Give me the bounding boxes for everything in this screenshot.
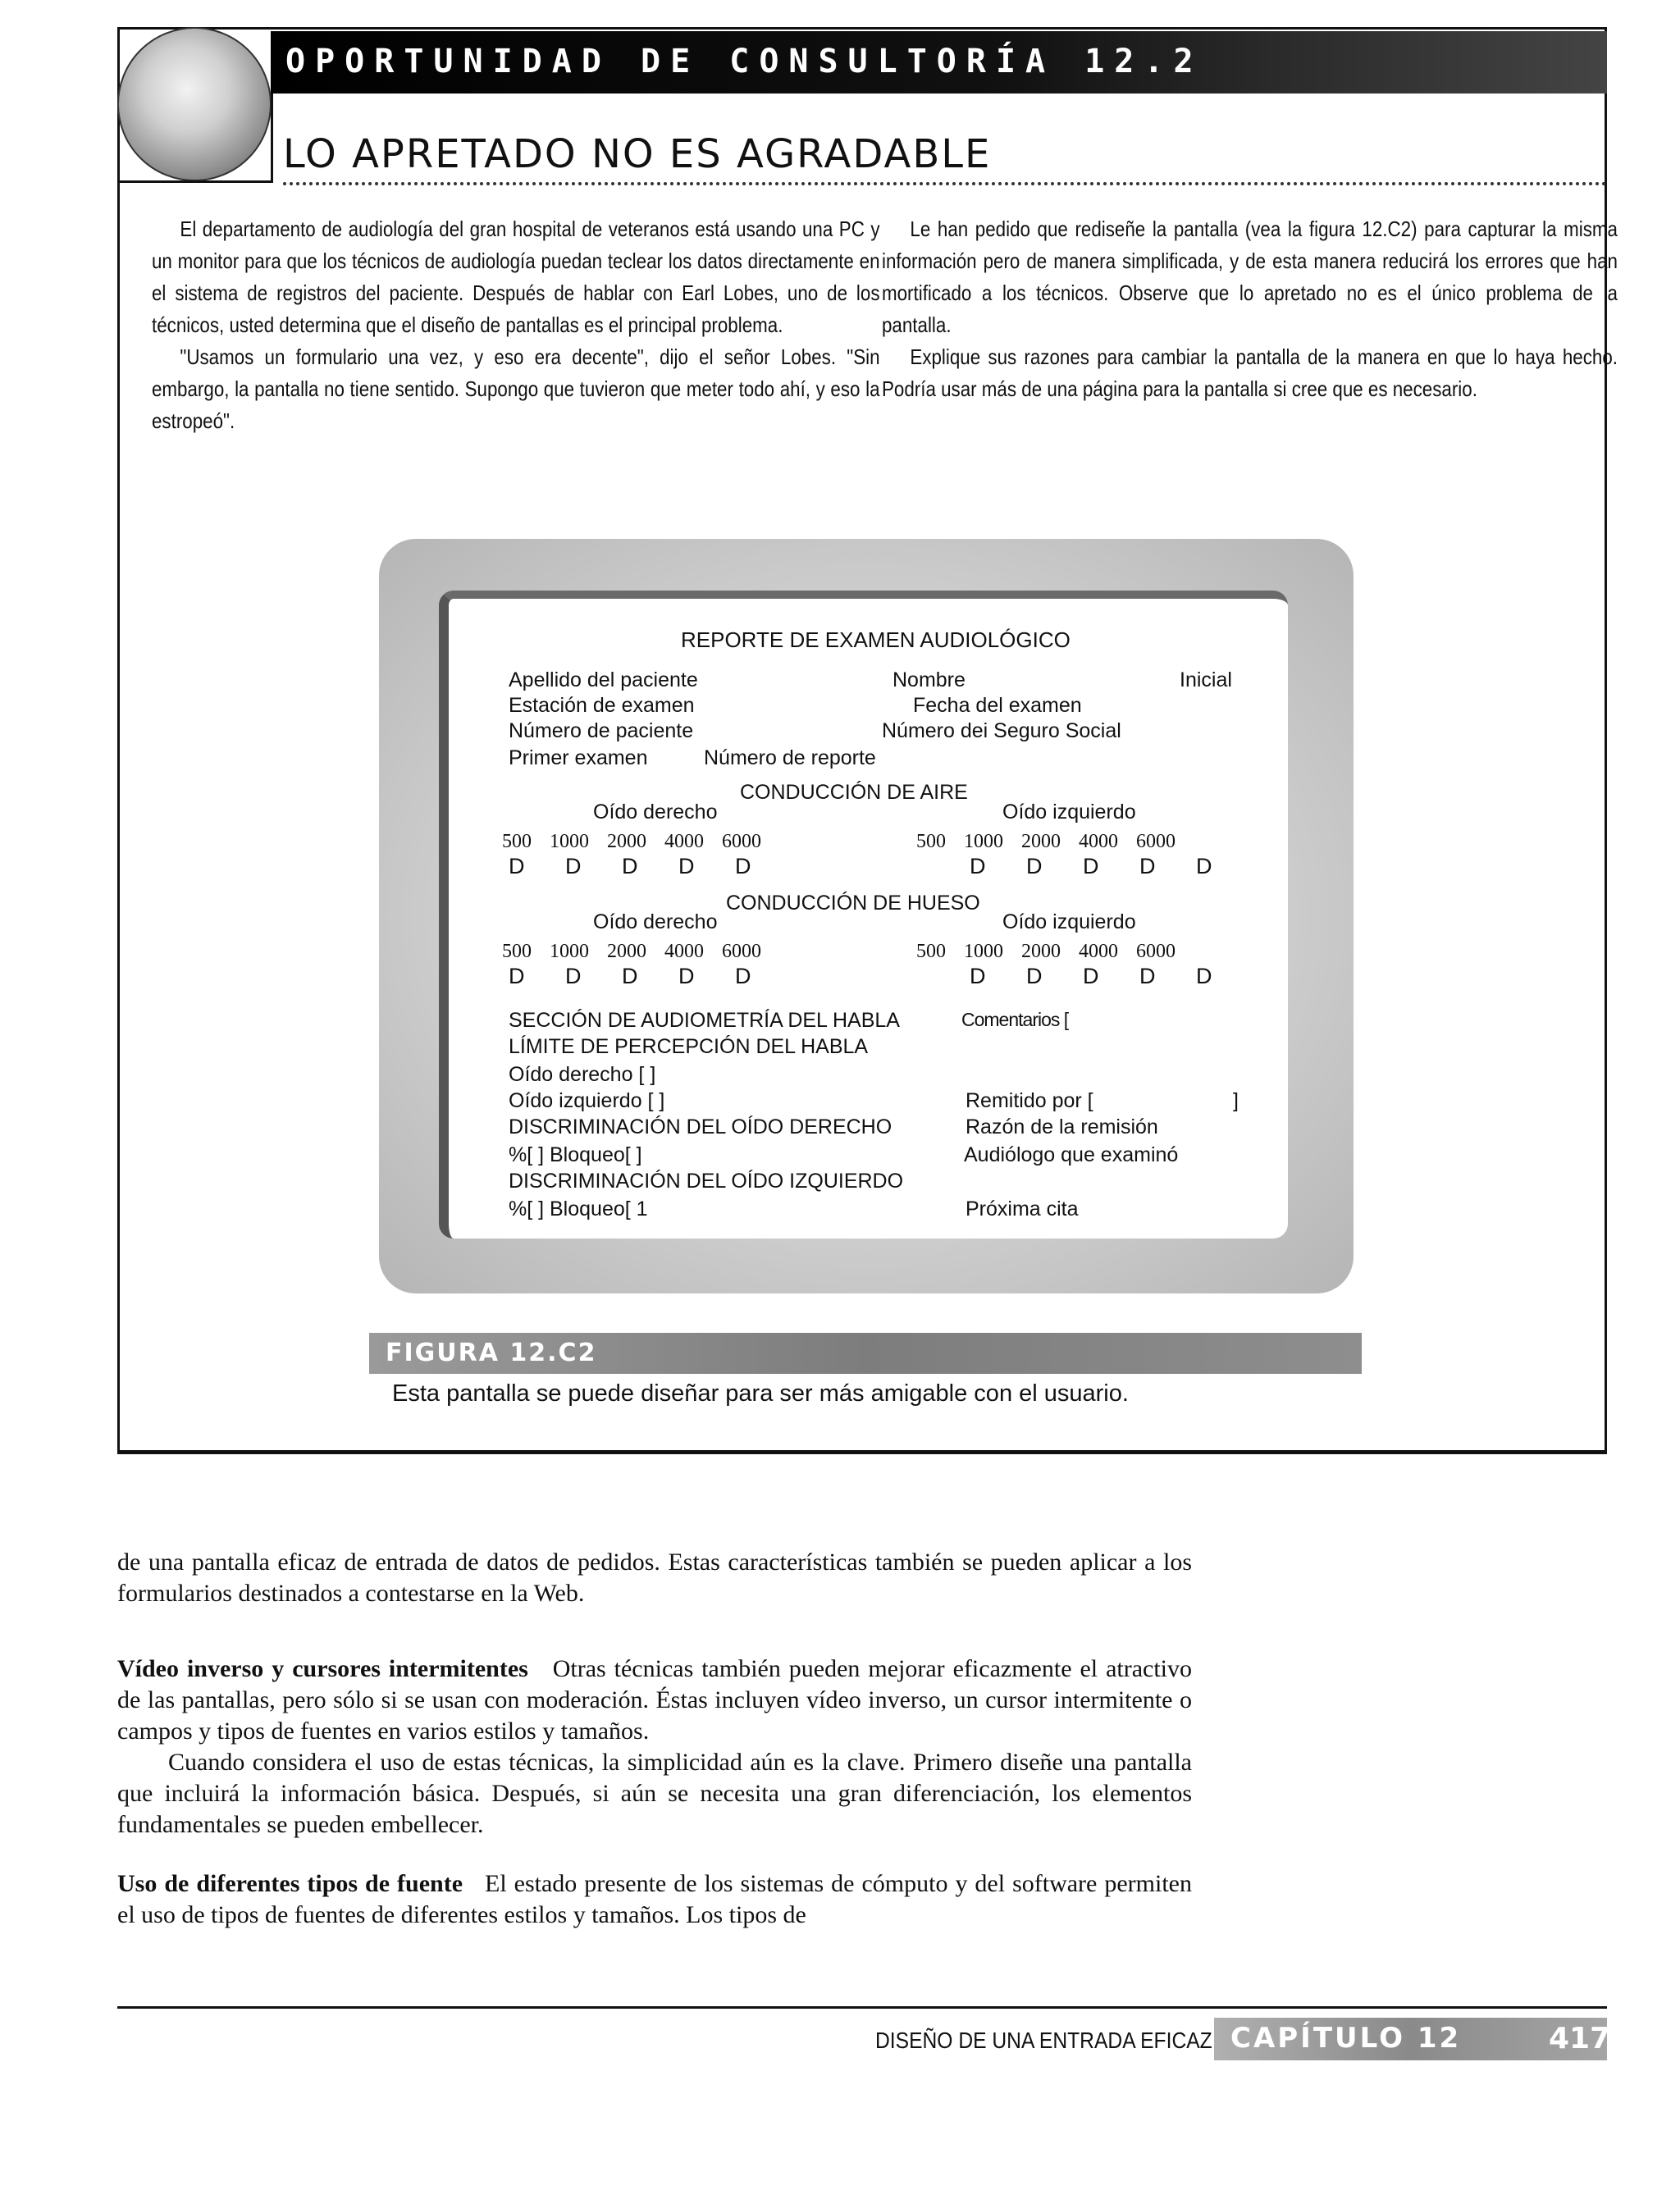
section-hueso: CONDUCCIÓN DE HUESO — [726, 892, 980, 915]
label-oido-izquierdo: Oído izquierdo — [1002, 801, 1136, 823]
field-numero-reporte: Número de reporte — [704, 746, 876, 769]
freq-row-hueso-izq: 500 1000 2000 4000 6000 — [916, 941, 1176, 962]
label-disc-izquierdo: DISCRIMINACIÓN DEL OÍDO IZQUIERDO — [509, 1170, 904, 1193]
section-habla: SECCIÓN DE AUDIOMETRÍA DEL HABLA — [509, 1009, 900, 1032]
paragraph: Le han pedido que rediseñe la pantalla (vea la figura 12.C2) para capturar la misma información pero de manera simplificada, y de esta manera reducirá los errores que han mortificado a los técnicos. Observe que lo apretado no es el único problema de la pantalla. — [882, 217, 1618, 337]
header-label: OPORTUNIDAD DE CONSULTORÍA 12.2 — [285, 43, 1203, 80]
footer-rule — [117, 2006, 1607, 2009]
section-heading: Vídeo inverso y cursores intermitentes — [117, 1655, 528, 1682]
box-title: LO APRETADO NO ES AGRADABLE — [283, 131, 992, 177]
label-oido-derecho: Oído derecho — [593, 910, 718, 933]
section-heading: Uso de diferentes tipos de fuente — [117, 1870, 463, 1897]
d-row-hueso-izq: D D D D D — [970, 964, 1212, 988]
field-pct-izq: %[ ] Bloqueo[ 1 — [509, 1198, 648, 1220]
field-primer-examen: Primer examen — [509, 746, 648, 769]
body-section-video — [117, 1654, 1192, 1841]
field-fecha: Fecha del examen — [913, 694, 1082, 717]
field-seguro-social: Número dei Seguro Social — [882, 719, 1121, 742]
label-oido-izquierdo: Oído izquierdo — [1002, 910, 1136, 933]
paragraph: El departamento de audiología del gran hospital de veteranos está usando una PC y un monitor para que los técnicos de audiología puedan teclear los datos directamente en el sistema de registros del paciente. Después de hablar con Earl Lobes, uno de los técnicos, usted determina que el diseño de pantallas es el principal problema. — [152, 217, 880, 337]
field-oido-derecho: Oído derecho [ ] — [509, 1063, 656, 1086]
field-oido-izquierdo: Oído izquierdo [ ] — [509, 1089, 665, 1112]
freq-row-aire-der: 500 1000 2000 4000 6000 — [502, 831, 761, 852]
field-remitido: Remitido por [ — [966, 1089, 1093, 1112]
field-inicial: Inicial — [1180, 668, 1232, 691]
field-pct-der: %[ ] Bloqueo[ ] — [509, 1143, 642, 1166]
paragraph: "Usamos un formulario una vez, y eso era decente", dijo el señor Lobes. "Sin embargo, la pantalla no tiene sentido. Supongo que tuvieron que meter todo ahí, y eso la estropeó". — [152, 344, 880, 433]
freq-row-aire-izq: 500 1000 2000 4000 6000 — [916, 831, 1176, 852]
field-razon: Razón de la remisión — [966, 1115, 1158, 1138]
figure-caption: Esta pantalla se puede diseñar para ser más amigable con el usuario. — [392, 1380, 1129, 1407]
figure-label: FIGURA 12.C2 — [386, 1339, 597, 1367]
screen-title: REPORTE DE EXAMEN AUDIOLÓGICO — [681, 627, 1071, 652]
label-oido-derecho: Oído derecho — [593, 801, 718, 823]
dotted-rule — [283, 182, 1607, 185]
body-section-fonts — [117, 1868, 1192, 1931]
field-estacion: Estación de examen — [509, 694, 695, 717]
label-limite: LÍMITE DE PERCEPCIÓN DEL HABLA — [509, 1035, 869, 1058]
paragraph: Explique sus razones para cambiar la pantalla de la manera en que lo haya hecho. Podría usar más de una página para la pantalla si cree que es necesario. — [882, 344, 1618, 401]
d-row-aire-der: D D D D D — [509, 854, 751, 878]
paragraph: Cuando considera el uso de estas técnicas, la simplicidad aún es la clave. Primero diseñe una pantalla que incluirá la información básica. Después, si aún se necesita una gran diferenciación, los elementos fundamentales se pueden embellecer. — [117, 1749, 1192, 1838]
paragraph: de una pantalla eficaz de entrada de datos de pedidos. Estas características también se pueden aplicar a los formularios destinados a contestarse en la Web. — [117, 1549, 1192, 1607]
field-nombre: Nombre — [892, 668, 966, 691]
footer-title: DISEÑO DE UNA ENTRADA EFICAZ — [875, 2028, 1212, 2053]
field-apellido: Apellido del paciente — [509, 668, 698, 691]
divider — [271, 94, 273, 182]
d-row-hueso-der: D D D D D — [509, 964, 751, 988]
page-number: 417 — [1549, 2022, 1611, 2055]
box-column-left — [152, 213, 880, 437]
field-audiologo: Audiólogo que examinó — [964, 1143, 1179, 1166]
section-aire: CONDUCCIÓN DE AIRE — [740, 781, 968, 804]
d-row-aire-izq: D D D D D — [970, 854, 1212, 878]
footer-chapter: CAPÍTULO 12 — [1230, 2022, 1462, 2055]
body-paragraph — [117, 1547, 1192, 1609]
field-proxima-cita: Próxima cita — [966, 1198, 1079, 1220]
field-numero-paciente: Número de paciente — [509, 719, 694, 742]
label-disc-derecho: DISCRIMINACIÓN DEL OÍDO DERECHO — [509, 1115, 892, 1138]
field-comentarios: Comentarios [ — [961, 1009, 1069, 1030]
divider — [117, 180, 273, 183]
box-column-right — [882, 213, 1618, 405]
paragraph: El estado presente de los sistemas de cómputo y del software permiten el uso de tipos de fuentes de diferentes estilos y tamaños. Los tipos de — [117, 1870, 1192, 1928]
freq-row-hueso-der: 500 1000 2000 4000 6000 — [502, 941, 761, 962]
field-remitido-close: ] — [1233, 1089, 1239, 1112]
decorative-sphere — [117, 27, 272, 181]
paragraph: Otras técnicas también pueden mejorar eficazmente el atractivo de las pantallas, pero sólo si se usan con moderación. Éstas incluyen vídeo inverso, un cursor intermitente o campos y tipos de fuentes en varios estilos y tamaños. — [117, 1655, 1193, 1745]
